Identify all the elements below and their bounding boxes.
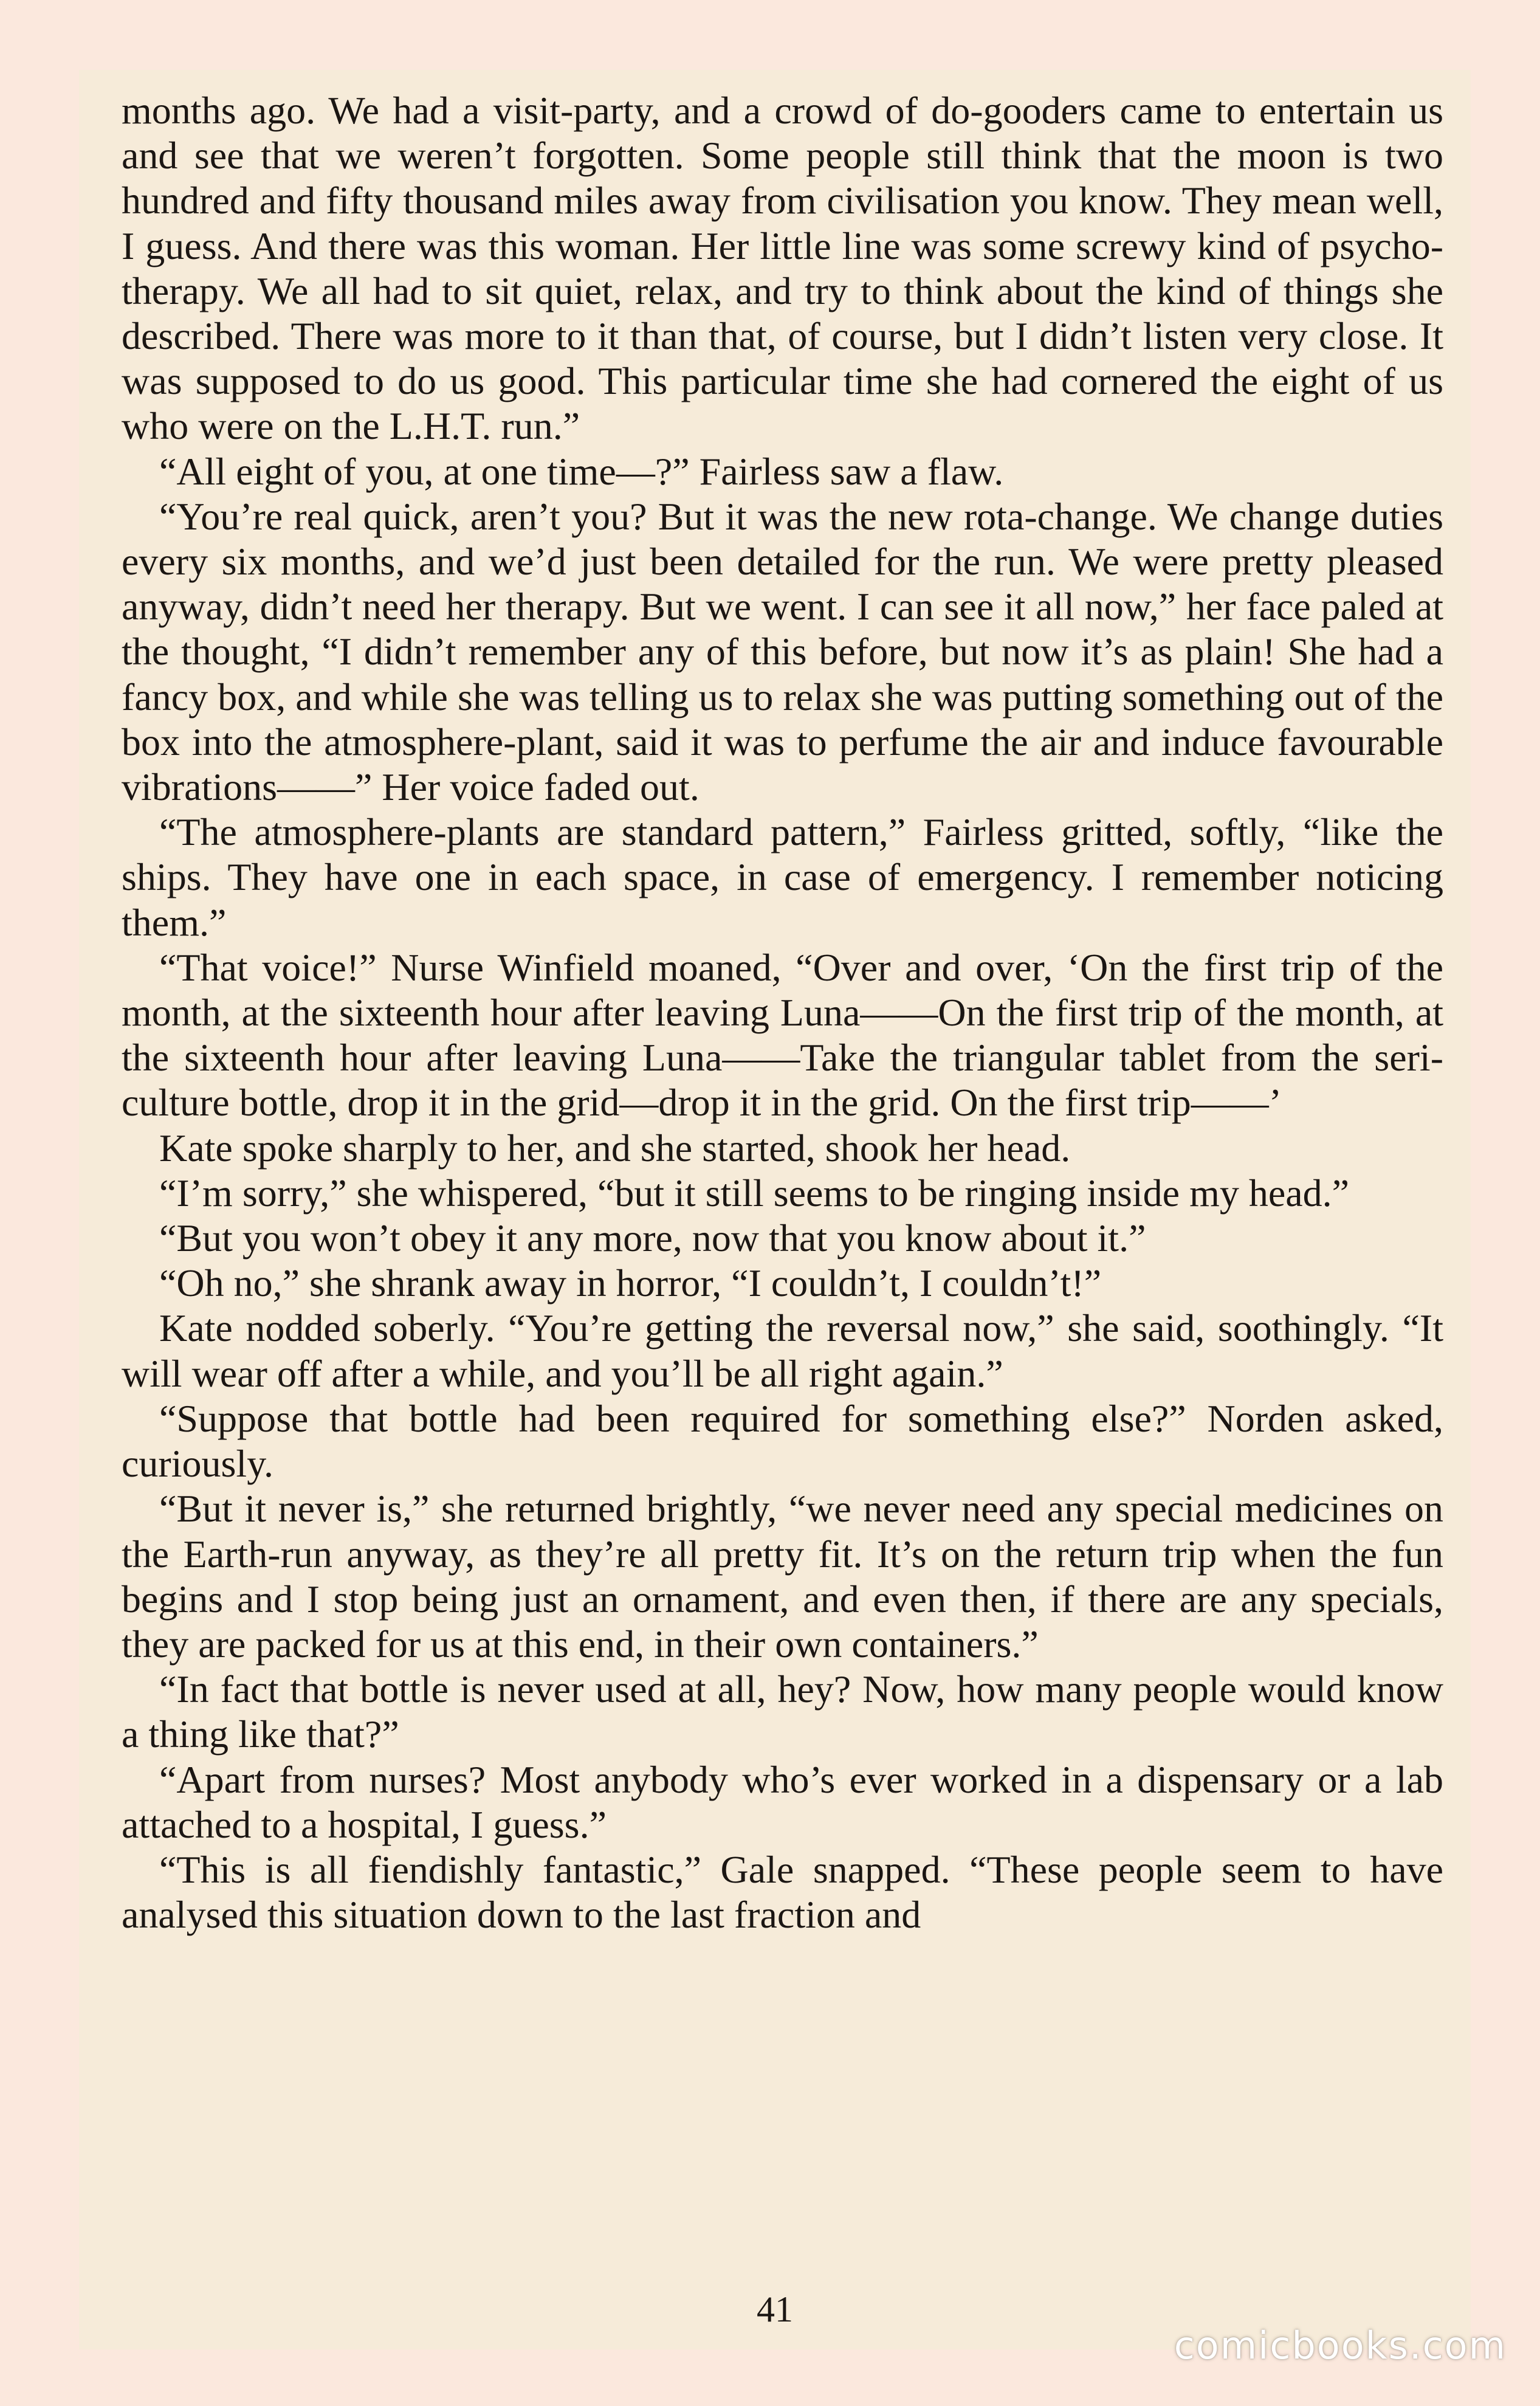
paragraph: “Suppose that bottle had been required for something else?” Norden asked, curiously. xyxy=(122,1396,1443,1486)
paragraph: “All eight of you, at one time—?” Fairless saw a flaw. xyxy=(159,449,1004,493)
paragraph: “But it never is,” she returned brightly, “we never need any special medicines on the Earth-run anyway, as they’re all pretty fit. It’s on the return trip when the fun begins and I stop being just an ornament, and even then, if there are any specials, they are packed for us at this end, in their own containers.” xyxy=(122,1487,1443,1666)
paragraph: Kate nodded soberly. “You’re getting the reversal now,” she said, soothingly. “It will wear off after a while, and you’ll be all right again.” xyxy=(122,1306,1443,1395)
paragraph: Kate spoke sharply to her, and she started, shook her head. xyxy=(159,1126,1071,1170)
paragraph: “In fact that bottle is never used at all, hey? Now, how many people would know a thing like that?” xyxy=(122,1667,1443,1756)
paragraph: “Oh no,” she shrank away in horror, “I couldn’t, I couldn’t!” xyxy=(159,1261,1102,1305)
paragraph: “I’m sorry,” she whispered, “but it still seems to be ringing inside my head.” xyxy=(159,1171,1350,1215)
book-page xyxy=(79,70,1471,2349)
paragraph: months ago. We had a visit-party, and a crowd of do-gooders came to entertain us and see that we weren’t forgotten. Some people still think that the moon is two hundred and fifty thousand miles away from civilisation you know. They mean well, I guess. And there was this woman. Her little line was some screwy kind of psycho-therapy. We all had to sit quiet, relax, and try to think about the kind of things she described. There was more to it than that, of course, but I didn’t listen very close. It was supposed to do us good. This particular time she had cornered the eight of us who were on the L.H.T. run.” xyxy=(122,89,1443,448)
page-number: 41 xyxy=(757,2289,793,2329)
paragraph: “This is all fiendishly fantastic,” Gale snapped. “These people seem to have analysed this situation down to the last fraction and xyxy=(122,1847,1443,1937)
paragraph: “Apart from nurses? Most anybody who’s ever worked in a dispensary or a lab attached to a hospital, I guess.” xyxy=(122,1757,1443,1846)
paragraph: “The atmosphere-plants are standard pattern,” Fairless gritted, softly, “like the ships. They have one in each space, in case of emergency. I remember noticing them.” xyxy=(122,810,1443,944)
site-watermark: comicbooks.com xyxy=(1174,2323,1507,2368)
story-text xyxy=(122,88,1443,1937)
paragraph: “But you won’t obey it any more, now that you know about it.” xyxy=(159,1216,1146,1260)
paragraph: “You’re real quick, aren’t you? But it was the new rota-change. We change duties every six months, and we’d just been detailed for the run. We were pretty pleased anyway, didn’t need her therapy. But we went. I can see it all now,” her face paled at the thought, “I didn’t remember any of this before, but now it’s as plain! She had a fancy box, and while she was telling us to relax she was putting something out of the box into the atmosphere-plant, said it was to perfume the air and induce favourable vibrations——” Her voice faded out. xyxy=(122,494,1443,809)
paragraph: “That voice!” Nurse Winfield moaned, “Over and over, ‘On the first trip of the month, at the sixteenth hour after leaving Luna——On the first trip of the month, at the sixteenth hour after leaving Luna——Take the triangular tablet from the seri-culture bottle, drop it in the grid—drop it in the grid. On the first trip——’ xyxy=(122,945,1443,1125)
